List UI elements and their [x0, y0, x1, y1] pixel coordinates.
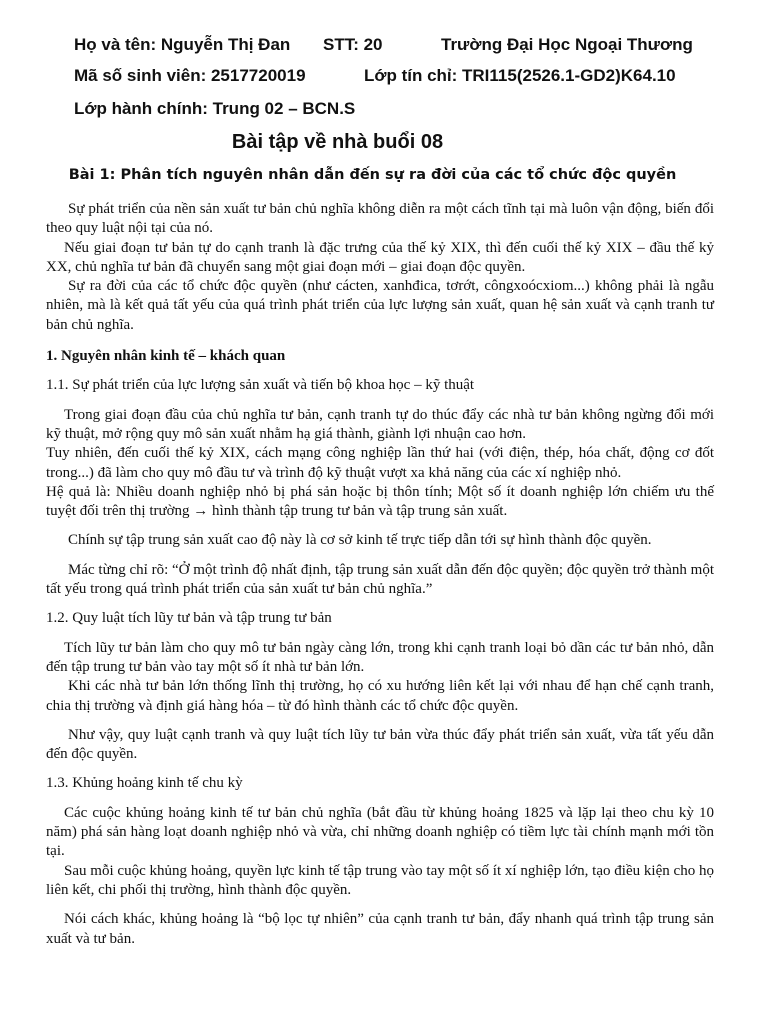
- paragraph: Tích lũy tư bản làm cho quy mô tư bản ngày càng lớn, trong khi cạnh tranh loại bỏ dần các tư bản nhỏ, dẫn đến tập trung tư bản vào tay một số ít nhà tư bản lớn.: [46, 639, 714, 675]
- paragraph: Chính sự tập trung sản xuất cao độ này là cơ sở kinh tế trực tiếp dẫn tới sự hình thành độc quyền.: [68, 532, 652, 549]
- document-body: [46, 200, 714, 949]
- paragraph: Nếu giai đoạn tư bản tự do cạnh tranh là đặc trưng của thế kỷ XIX, thì đến cuối thế kỷ XIX – đầu thế kỷ XX, chủ nghĩa tư bản đã chuyển sang một giai đoạn mới – giai đoạn độc quyền.: [46, 239, 714, 275]
- document-title: Bài tập về nhà buổi 08: [231, 131, 444, 153]
- section-heading: 1. Nguyên nhân kinh tế – khách quan: [46, 348, 286, 365]
- subsection-heading: 1.1. Sự phát triển của lực lượng sản xuất và tiến bộ khoa học – kỹ thuật: [46, 377, 475, 394]
- paragraph: Sau mỗi cuộc khủng hoảng, quyền lực kinh tế tập trung vào tay một số ít xí nghiệp lớn, tạo điều kiện cho họ liên kết, chi phối thị trường, hình thành độc quyền.: [46, 862, 714, 898]
- paragraph: Trong giai đoạn đầu của chủ nghĩa tư bản, cạnh tranh tự do thúc đẩy các nhà tư bản không ngừng đổi mới kỹ thuật, mở rộng quy mô sản xuất nhằm hạ giá thành, giành lợi nhuận cao hơn.: [46, 406, 714, 442]
- paragraph: Sự phát triển của nền sản xuất tư bản chủ nghĩa không diễn ra một cách tĩnh tại mà luôn vận động, biến đổi theo quy luật nội tại của nó.: [46, 201, 714, 237]
- admin-class: Lớp hành chính: Trung 02 – BCN.S: [74, 99, 356, 118]
- paragraph: Như vậy, quy luật cạnh tranh và quy luật tích lũy tư bản vừa thúc đẩy phát triển sản xuất, vừa tất yếu dẫn đến độc quyền.: [46, 726, 714, 763]
- paragraph: Sự ra đời của các tổ chức độc quyền (như cácten, xanhđica, tơrớt, côngxoócxiom...) không phải là ngẫu nhiên, mà là kết quả tất yếu của quá trình phát triển của lực lượng sản xuất, quan hệ sản xuất và cạnh tranh tư bản chủ nghĩa.: [46, 278, 714, 333]
- paragraph: Nói cách khác, khủng hoảng là “bộ lọc tự nhiên” của cạnh tranh tư bản, đẩy nhanh quá trình tập trung sản xuất và tư bản.: [46, 911, 714, 947]
- student-id: Mã số sinh viên: 2517720019: [74, 66, 306, 85]
- paragraph: Tuy nhiên, đến cuối thế kỷ XIX, cách mạng công nghiệp lần thứ hai (với điện, thép, hóa chất, động cơ đốt trong...) đã làm cho quy mô đầu tư và trình độ kỹ thuật vượt xa khả năng của các xí nghiệp nhỏ.: [46, 445, 714, 481]
- paragraph: Các cuộc khủng hoảng kinh tế tư bản chủ nghĩa (bắt đầu từ khủng hoảng 1825 và lặp lại theo chu kỳ 10 năm) phá sản hàng loạt doanh nghiệp nhỏ và vừa, chỉ những doanh nghiệp có tiềm lực tài chính mạnh mới tồn tại.: [46, 804, 714, 860]
- paragraph: Hệ quả là: Nhiều doanh nghiệp nhỏ bị phá sản hoặc bị thôn tính; Một số ít doanh nghiệp lớn chiếm ưu thế tuyệt đối trên thị trường → hình thành tập trung tư bản và tập trung sản xuất.: [46, 483, 714, 520]
- school-name: Trường Đại Học Ngoại Thương: [441, 35, 693, 54]
- paragraph: Khi các nhà tư bản lớn thống lĩnh thị trường, họ có xu hướng liên kết lại với nhau để hạn chế cạnh tranh, chia thị trường và định giá hàng hóa – từ đó hình thành các tổ chức độc quyền.: [46, 678, 714, 714]
- subsection-heading: 1.2. Quy luật tích lũy tư bản và tập trung tư bản: [46, 610, 332, 627]
- exercise-heading: Bài 1: Phân tích nguyên nhân dẫn đến sự ra đời của các tổ chức độc quyền: [68, 167, 677, 183]
- student-name: Họ và tên: Nguyễn Thị Đan: [74, 35, 291, 54]
- student-number: STT: 20: [323, 35, 383, 54]
- credit-class: Lớp tín chỉ: TRI115(2526.1-GD2)K64.10: [364, 66, 676, 85]
- subsection-heading: 1.3. Khủng hoảng kinh tế chu kỳ: [46, 775, 243, 792]
- paragraph: Mác từng chỉ rõ: “Ở một trình độ nhất định, tập trung sản xuất dẫn đến độc quyền; độc quyền trở thành một tất yếu trong quá trình phát triển của sản xuất tư bản chủ nghĩa.”: [46, 561, 714, 598]
